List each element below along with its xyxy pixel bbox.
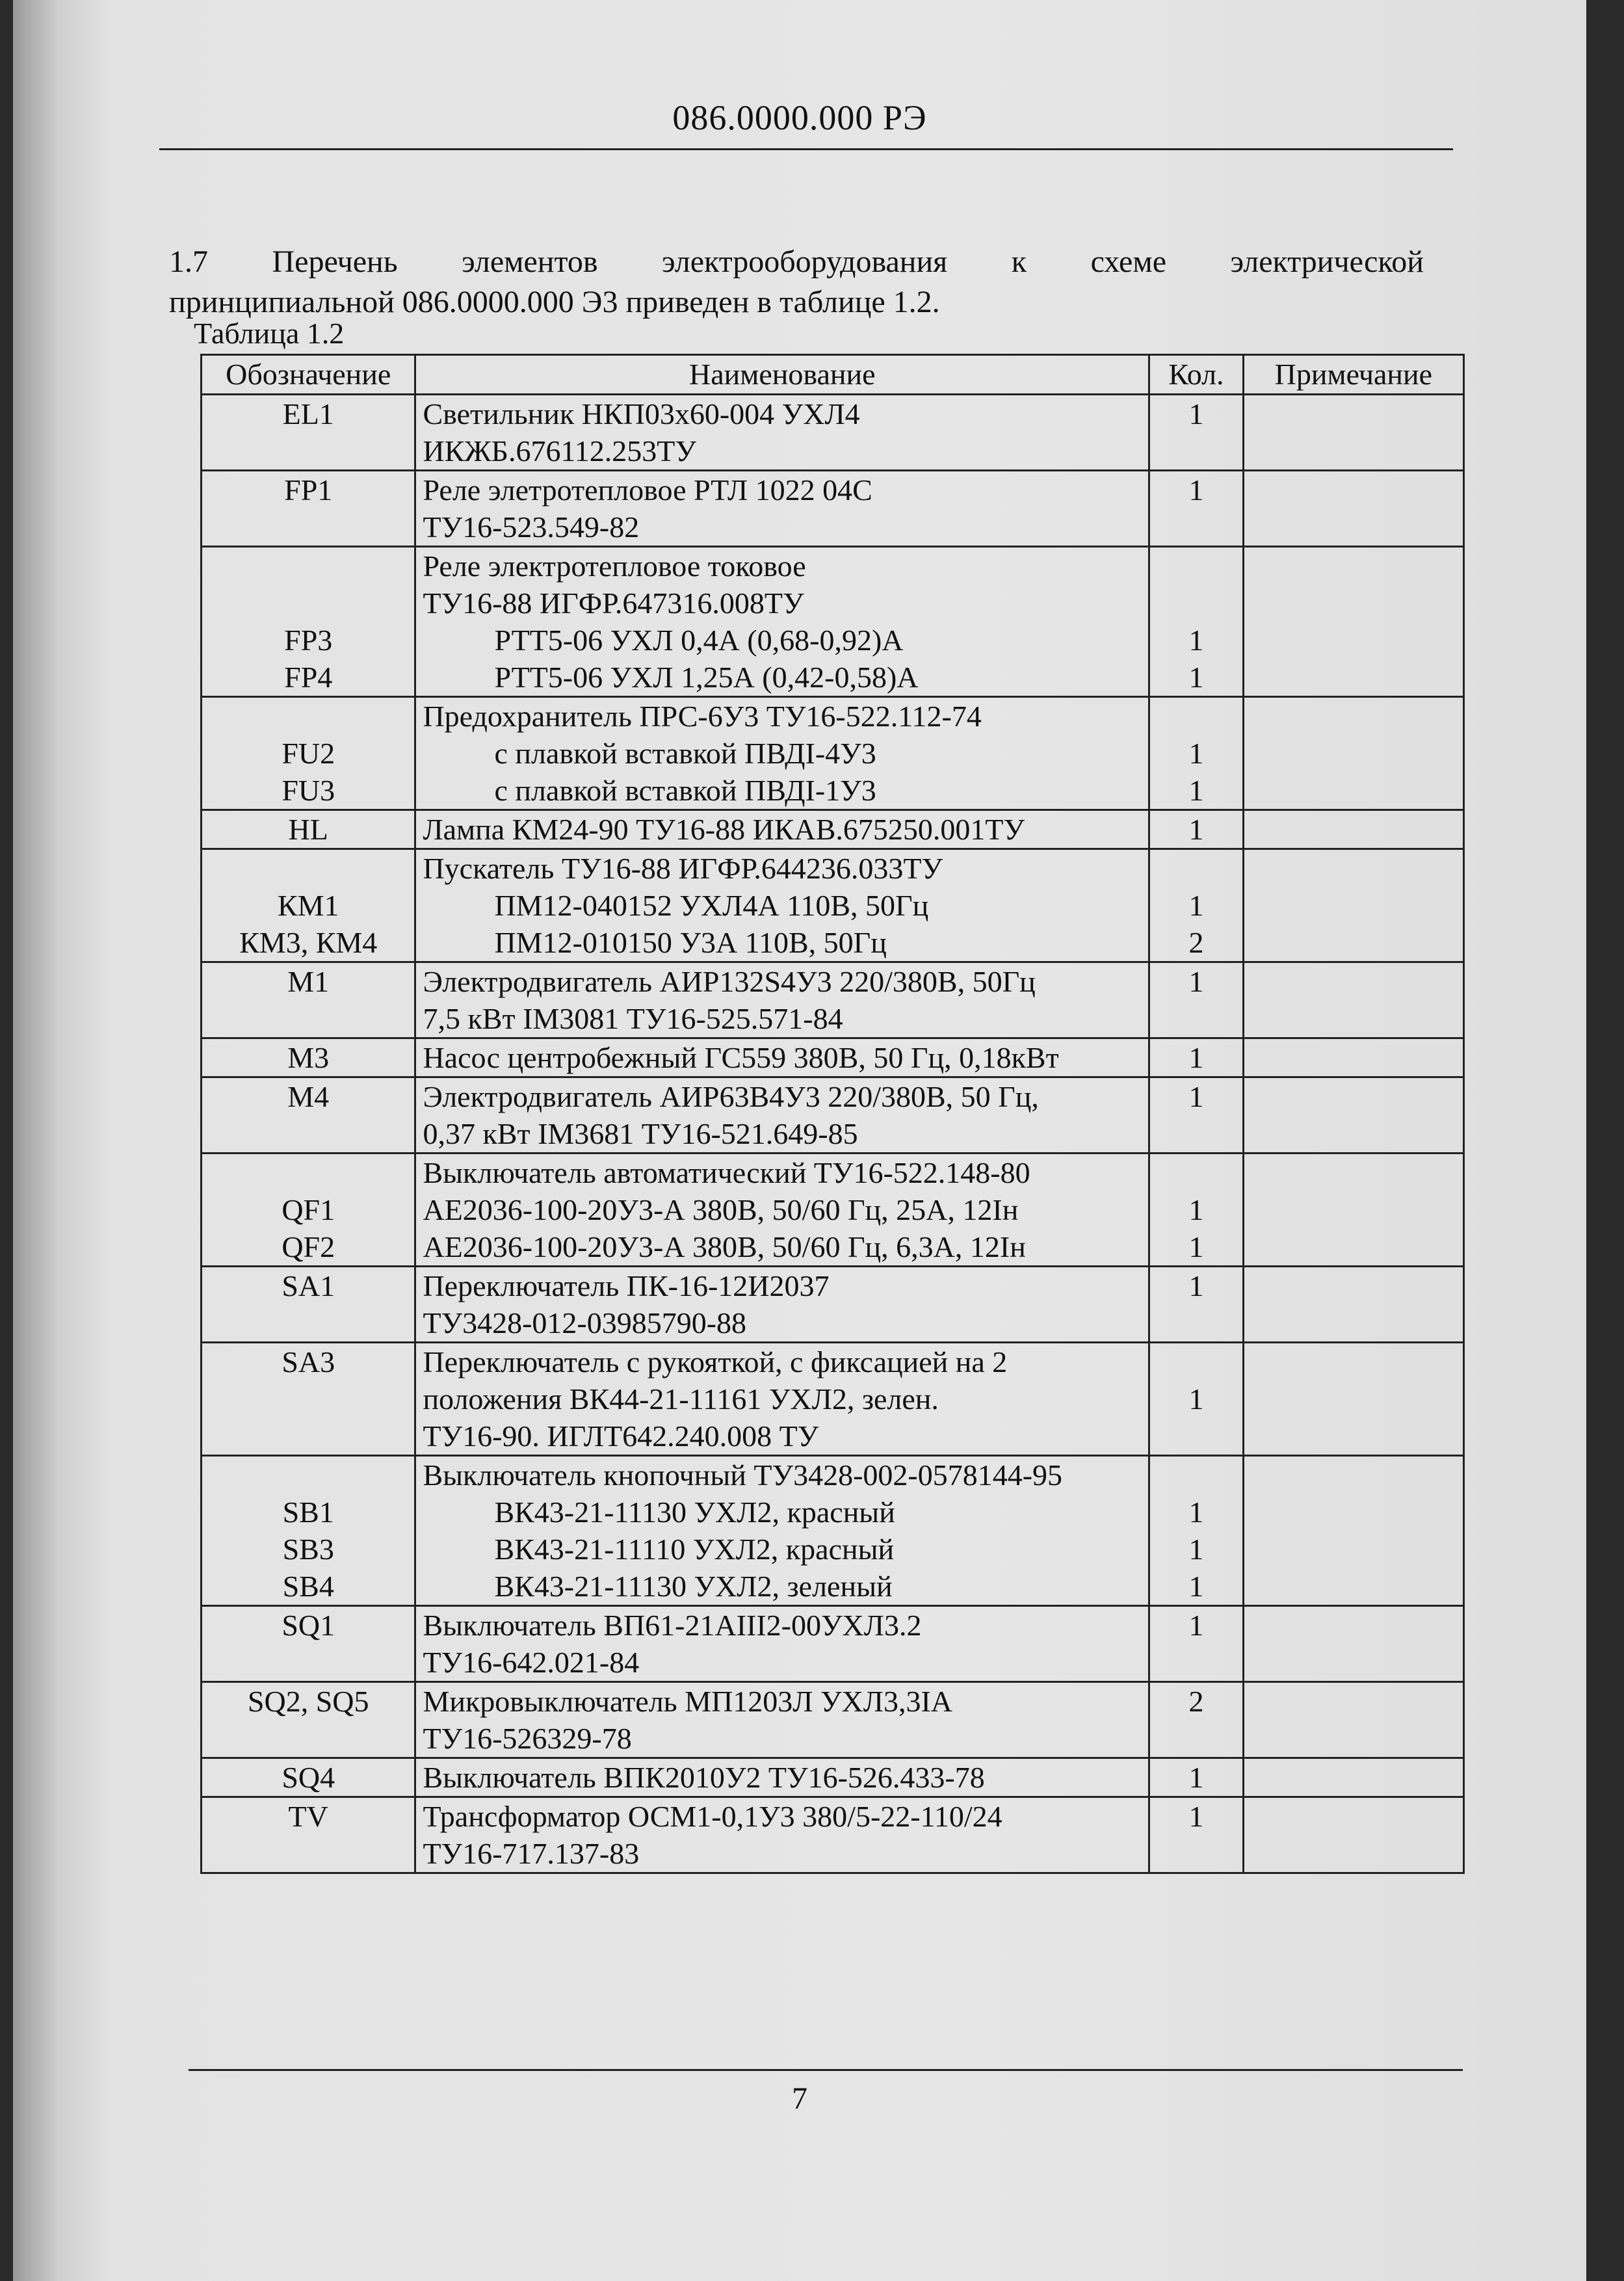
designation-line: SA1 <box>282 1269 335 1302</box>
designation-line: EL1 <box>282 397 334 430</box>
table-row <box>202 962 1464 1038</box>
designation-line: FU3 <box>282 774 335 807</box>
name-line: Лампа КМ24-90 ТУ16-88 ИКАВ.675250.001ТУ <box>423 813 1025 846</box>
qty-line <box>1157 432 1236 469</box>
name-line: Выключатель кнопочный ТУ3428-002-0578144-95 <box>423 1458 1063 1492</box>
name-cell <box>415 962 1149 1038</box>
name-line: положения ВК44-21-11161 УХЛ2, зелен. <box>423 1382 939 1416</box>
designation-cell <box>202 1077 415 1154</box>
qty-line <box>1157 1720 1236 1757</box>
qty-line: 1 <box>1188 1080 1204 1113</box>
note-cell <box>1243 962 1463 1038</box>
name-line: 0,37 кВт IM3681 ТУ16-521.649-85 <box>423 1117 858 1150</box>
note-cell <box>1243 1456 1463 1606</box>
name-line: Выключатель ВП61-21АIII2-00УХЛ3.2 <box>423 1609 922 1642</box>
designation-line: FP4 <box>284 661 333 694</box>
designation-line: SB3 <box>282 1533 334 1566</box>
table-row <box>202 1154 1464 1267</box>
table-row <box>202 849 1464 962</box>
qty-line: 2 <box>1188 1685 1204 1718</box>
note-cell <box>1243 849 1463 962</box>
designation-cell <box>202 1038 415 1077</box>
designation-line: HL <box>288 813 328 846</box>
name-line: ТУ16-642.021-84 <box>423 1646 640 1679</box>
name-line: Пускатель ТУ16-88 ИГФР.644236.033ТУ <box>423 852 943 885</box>
designation-line <box>209 547 408 585</box>
qty-line <box>1157 1457 1236 1494</box>
name-cell <box>415 1267 1149 1343</box>
qty-line <box>1157 547 1236 585</box>
column-header-qty: Кол. <box>1149 355 1244 395</box>
designation-line <box>209 850 408 887</box>
name-cell <box>415 1456 1149 1606</box>
designation-line <box>209 508 408 546</box>
designation-line <box>209 1304 408 1341</box>
designation-line <box>209 1380 408 1417</box>
designation-line: SA3 <box>282 1345 335 1378</box>
designation-cell <box>202 1343 415 1456</box>
name-cell <box>415 471 1149 547</box>
name-line: 7,5 кВт IM3081 ТУ16-525.571-84 <box>423 1002 843 1035</box>
qty-line: 1 <box>1188 1533 1204 1566</box>
qty-cell <box>1149 1267 1244 1343</box>
note-cell <box>1243 1267 1463 1343</box>
designation-line: FP3 <box>284 624 333 657</box>
note-cell <box>1243 697 1463 810</box>
name-line: Электродвигатель АИР63В4У3 220/380В, 50 Гц, <box>423 1080 1039 1113</box>
table-row <box>202 1077 1464 1154</box>
qty-cell <box>1149 1077 1244 1154</box>
name-line: Выключатель автоматический ТУ16-522.148-80 <box>423 1156 1030 1189</box>
name-line: Трансформатор ОСМ1-0,1У3 380/5-22-110/24 <box>423 1800 1002 1833</box>
table-row <box>202 1267 1464 1343</box>
document-code: 086.0000.000 РЭ <box>672 98 927 137</box>
qty-line: 1 <box>1188 1269 1204 1302</box>
qty-line <box>1157 1000 1236 1037</box>
designation-line: SQ2, SQ5 <box>247 1685 369 1718</box>
designation-cell <box>202 1682 415 1758</box>
qty-line: 1 <box>1188 1041 1204 1074</box>
name-line: РТТ5-06 УХЛ 0,4А (0,68-0,92)А <box>494 624 904 657</box>
table-row <box>202 697 1464 810</box>
qty-line: 1 <box>1188 1761 1204 1794</box>
qty-line: 1 <box>1188 889 1204 922</box>
name-line: РТТ5-06 УХЛ 1,25А (0,42-0,58)А <box>494 661 919 694</box>
qty-line <box>1157 508 1236 546</box>
designation-cell <box>202 849 415 962</box>
designation-line: КМ1 <box>277 889 339 922</box>
designation-cell <box>202 395 415 471</box>
intro-paragraph <box>169 242 1424 323</box>
designation-line: M1 <box>287 965 330 998</box>
name-line: с плавкой вставкой ПВДI-1У3 <box>494 774 876 807</box>
qty-line: 1 <box>1188 965 1204 998</box>
name-line: Светильник НКП03х60-004 УХЛ4 <box>423 397 860 430</box>
name-cell <box>415 810 1149 849</box>
header-rule <box>159 148 1453 150</box>
table-header-row <box>202 355 1464 395</box>
designation-line <box>209 1835 408 1872</box>
name-line: ТУ16-717.137-83 <box>423 1837 640 1870</box>
qty-cell <box>1149 1343 1244 1456</box>
qty-cell <box>1149 1682 1244 1758</box>
name-line: Микровыключатель МП1203Л УХЛ3,3IА <box>423 1685 953 1718</box>
table-row <box>202 1682 1464 1758</box>
qty-line <box>1157 1644 1236 1681</box>
note-cell <box>1243 1077 1463 1154</box>
designation-line <box>209 1154 408 1191</box>
designation-line: SB4 <box>282 1570 334 1603</box>
table-row <box>202 1038 1464 1077</box>
designation-line: SQ1 <box>282 1609 335 1642</box>
qty-line <box>1157 1343 1236 1380</box>
table-row <box>202 1606 1464 1682</box>
note-cell <box>1243 1154 1463 1267</box>
qty-cell <box>1149 471 1244 547</box>
qty-line <box>1157 1115 1236 1152</box>
qty-cell <box>1149 810 1244 849</box>
note-cell <box>1243 471 1463 547</box>
designation-line <box>209 432 408 469</box>
designation-line <box>209 1644 408 1681</box>
qty-line: 1 <box>1188 1570 1204 1603</box>
name-line: с плавкой вставкой ПВДI-4У3 <box>494 737 876 770</box>
designation-line: КМ3, КМ4 <box>239 926 378 959</box>
name-line: Реле элетротепловое РТЛ 1022 04С <box>423 473 872 507</box>
qty-cell <box>1149 697 1244 810</box>
designation-line <box>209 1417 408 1455</box>
name-cell <box>415 1758 1149 1797</box>
note-cell <box>1243 547 1463 697</box>
qty-line <box>1157 1835 1236 1872</box>
designation-line <box>209 1115 408 1152</box>
qty-line: 1 <box>1188 661 1204 694</box>
name-line: Предохранитель ПРС-6У3 ТУ16-522.112-74 <box>423 700 982 733</box>
table-row <box>202 471 1464 547</box>
note-cell <box>1243 1682 1463 1758</box>
qty-line <box>1157 1304 1236 1341</box>
qty-line: 1 <box>1188 1609 1204 1642</box>
name-cell <box>415 1797 1149 1873</box>
qty-line: 1 <box>1188 774 1204 807</box>
designation-line <box>209 698 408 735</box>
note-cell <box>1243 1038 1463 1077</box>
document-page <box>13 0 1586 2281</box>
name-line: ТУ16-523.549-82 <box>423 510 640 544</box>
designation-line <box>209 1000 408 1037</box>
qty-line: 1 <box>1188 1230 1204 1263</box>
column-header-designation: Обозначение <box>202 355 415 395</box>
table-row <box>202 1758 1464 1797</box>
name-line: ВК43-21-11130 УХЛ2, красный <box>494 1496 895 1529</box>
name-cell <box>415 697 1149 810</box>
designation-line: SB1 <box>282 1496 334 1529</box>
qty-cell <box>1149 1154 1244 1267</box>
name-cell <box>415 1682 1149 1758</box>
name-line: ПМ12-040152 УХЛ4А 110В, 50Гц <box>494 889 929 922</box>
qty-cell <box>1149 1038 1244 1077</box>
designation-cell <box>202 471 415 547</box>
table-row <box>202 547 1464 697</box>
qty-cell <box>1149 1606 1244 1682</box>
name-cell <box>415 849 1149 962</box>
intro-line-1: 1.7 Перечень элементов электрооборудования к схеме электрической <box>169 244 1424 279</box>
designation-line <box>209 585 408 622</box>
name-cell <box>415 1154 1149 1267</box>
qty-line <box>1157 1154 1236 1191</box>
designation-cell <box>202 810 415 849</box>
name-cell <box>415 1077 1149 1154</box>
page-number: 7 <box>792 2081 807 2116</box>
designation-line: FP1 <box>284 473 333 507</box>
designation-cell <box>202 1758 415 1797</box>
table-body <box>202 395 1464 1873</box>
name-line: ПМ12-010150 У3А 110В, 50Гц <box>494 926 887 959</box>
note-cell <box>1243 810 1463 849</box>
qty-cell <box>1149 1456 1244 1606</box>
elements-table <box>200 354 1465 1874</box>
name-line: ИКЖБ.676112.253ТУ <box>423 434 696 468</box>
name-line: АЕ2036-100-20У3-А 380В, 50/60 Гц, 6,3А, 12Iн <box>423 1230 1026 1263</box>
designation-cell <box>202 962 415 1038</box>
designation-line: M3 <box>287 1041 330 1074</box>
qty-cell <box>1149 962 1244 1038</box>
qty-line: 1 <box>1188 1496 1204 1529</box>
designation-cell <box>202 1606 415 1682</box>
qty-line: 2 <box>1188 926 1204 959</box>
table-row <box>202 1343 1464 1456</box>
designation-cell <box>202 1797 415 1873</box>
qty-line: 1 <box>1188 397 1204 430</box>
qty-cell <box>1149 849 1244 962</box>
name-line: Переключатель ПК-16-12И2037 <box>423 1269 830 1302</box>
designation-line: M4 <box>287 1080 330 1113</box>
name-line: ТУ3428-012-03985790-88 <box>423 1306 747 1339</box>
name-line: Реле электротепловое токовое <box>423 549 806 583</box>
designation-cell <box>202 697 415 810</box>
table-row <box>202 1456 1464 1606</box>
designation-line: QF2 <box>282 1230 335 1263</box>
designation-line: QF1 <box>282 1193 335 1226</box>
qty-line: 1 <box>1188 473 1204 507</box>
designation-line <box>209 1457 408 1494</box>
footer-rule <box>189 2069 1463 2071</box>
note-cell <box>1243 1797 1463 1873</box>
column-header-note: Примечание <box>1243 355 1463 395</box>
qty-line: 1 <box>1188 813 1204 846</box>
qty-line <box>1157 698 1236 735</box>
name-line: АЕ2036-100-20У3-А 380В, 50/60 Гц, 25А, 12Iн <box>423 1193 1019 1226</box>
qty-cell <box>1149 1758 1244 1797</box>
qty-line: 1 <box>1188 1800 1204 1833</box>
qty-line: 1 <box>1188 624 1204 657</box>
qty-line <box>1157 585 1236 622</box>
designation-cell <box>202 1456 415 1606</box>
name-cell <box>415 1606 1149 1682</box>
name-line: ТУ16-526329-78 <box>423 1722 632 1755</box>
qty-cell <box>1149 547 1244 697</box>
name-cell <box>415 1343 1149 1456</box>
name-line: ТУ16-90. ИГЛТ642.240.008 ТУ <box>423 1419 819 1453</box>
qty-line: 1 <box>1188 737 1204 770</box>
designation-cell <box>202 1154 415 1267</box>
name-line: ВК43-21-11130 УХЛ2, зеленый <box>494 1570 893 1603</box>
designation-line <box>209 1720 408 1757</box>
qty-line <box>1157 1417 1236 1455</box>
designation-line: TV <box>288 1800 328 1833</box>
designation-cell <box>202 1267 415 1343</box>
name-line: Выключатель ВПК2010У2 ТУ16-526.433-78 <box>423 1761 985 1794</box>
name-line: ВК43-21-11110 УХЛ2, красный <box>494 1533 895 1566</box>
note-cell <box>1243 1343 1463 1456</box>
name-line: ТУ16-88 ИГФР.647316.008ТУ <box>423 587 804 620</box>
name-line: Переключатель с рукояткой, с фиксацией на 2 <box>423 1345 1008 1378</box>
name-cell <box>415 1038 1149 1077</box>
qty-cell <box>1149 395 1244 471</box>
table-caption: Таблица 1.2 <box>194 317 345 350</box>
name-cell <box>415 547 1149 697</box>
column-header-name: Наименование <box>415 355 1149 395</box>
name-line: Электродвигатель АИР132S4У3 220/380В, 50Гц <box>423 965 1036 998</box>
intro-line-2: принципиальной 086.0000.000 Э3 приведен в таблице 1.2. <box>169 285 940 319</box>
note-cell <box>1243 1606 1463 1682</box>
name-cell <box>415 395 1149 471</box>
qty-line: 1 <box>1188 1382 1204 1416</box>
table-row <box>202 395 1464 471</box>
qty-line <box>1157 850 1236 887</box>
designation-line: SQ4 <box>282 1761 335 1794</box>
qty-cell <box>1149 1797 1244 1873</box>
note-cell <box>1243 1758 1463 1797</box>
designation-cell <box>202 547 415 697</box>
table-row <box>202 810 1464 849</box>
qty-line: 1 <box>1188 1193 1204 1226</box>
designation-line: FU2 <box>282 737 335 770</box>
note-cell <box>1243 395 1463 471</box>
table-row <box>202 1797 1464 1873</box>
name-line: Насос центробежный ГС559 380В, 50 Гц, 0,18кВт <box>423 1041 1059 1074</box>
